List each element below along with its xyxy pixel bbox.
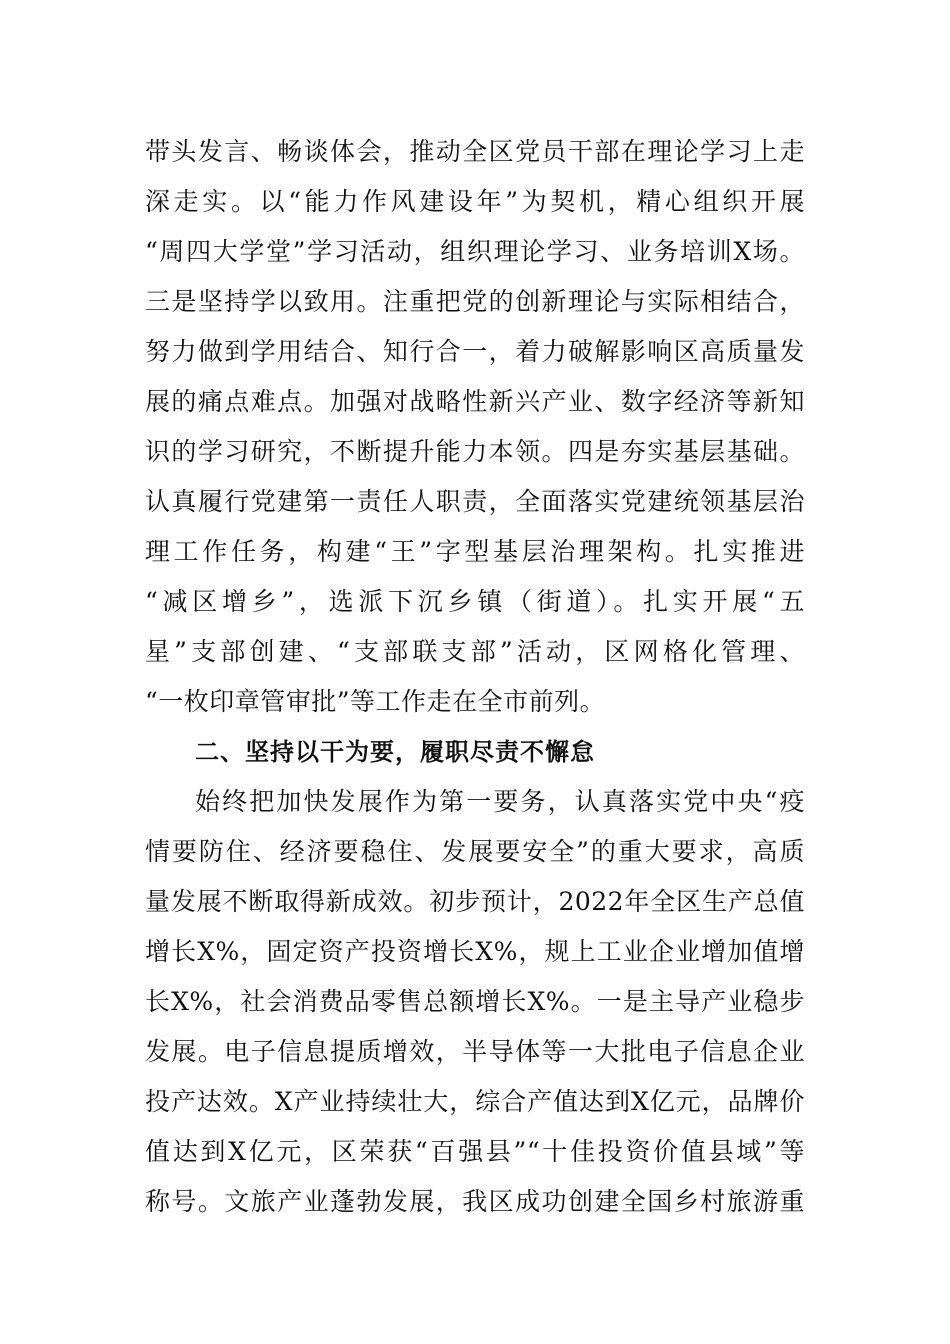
body-text-line: 三是坚持学以致用。注重把党的创新理论与实际相结合，: [145, 287, 805, 316]
body-text-line: 增长X%，固定资产投资增长X%，规上工业企业增加值增: [145, 937, 805, 966]
body-text-line: 展的痛点难点。加强对战略性新兴产业、数字经济等新知: [145, 387, 805, 416]
body-text-line: 深走实。以“能力作风建设年”为契机，精心组织开展: [145, 187, 805, 216]
body-text-line: 理工作任务，构建“王”字型基层治理架构。扎实推进: [145, 537, 805, 566]
body-text-line: 星”支部创建、“支部联支部”活动，区网格化管理、: [145, 637, 805, 666]
body-text-line: 认真履行党建第一责任人职责，全面落实党建统领基层治: [145, 487, 805, 516]
body-text-line: 识的学习研究，不断提升能力本领。四是夯实基层基础。: [145, 437, 805, 466]
body-text-line: “一枚印章管审批”等工作走在全市前列。: [145, 687, 606, 716]
body-text-line: 始终把加快发展作为第一要务，认真落实党中央“疫: [195, 787, 805, 816]
body-text-line: 努力做到学用结合、知行合一，着力破解影响区高质量发: [145, 337, 805, 366]
section-heading: 二、坚持以干为要，履职尽责不懈怠: [195, 738, 595, 766]
body-text-line: 长X%，社会消费品零售总额增长X%。一是主导产业稳步: [145, 987, 805, 1016]
body-text-line: 值达到X亿元，区荣获“百强县”“十佳投资价值县域”等: [145, 1137, 805, 1166]
body-text-line: 情要防住、经济要稳住、发展要安全”的重大要求，高质: [145, 837, 805, 866]
body-text-line: 称号。文旅产业蓬勃发展，我区成功创建全国乡村旅游重: [145, 1187, 805, 1216]
body-text-line: 发展。电子信息提质增效，半导体等一大批电子信息企业: [145, 1037, 805, 1066]
body-text-line: 带头发言、畅谈体会，推动全区党员干部在理论学习上走: [145, 137, 805, 166]
body-text-line: “减区增乡”，选派下沉乡镇（街道）。扎实开展“五: [145, 587, 805, 616]
body-text-line: “周四大学堂”学习活动，组织理论学习、业务培训X场。: [145, 237, 805, 266]
body-text-line: 投产达效。X产业持续壮大，综合产值达到X亿元，品牌价: [145, 1087, 805, 1116]
body-text-line: 量发展不断取得新成效。初步预计，2022年全区生产总值: [145, 887, 805, 916]
